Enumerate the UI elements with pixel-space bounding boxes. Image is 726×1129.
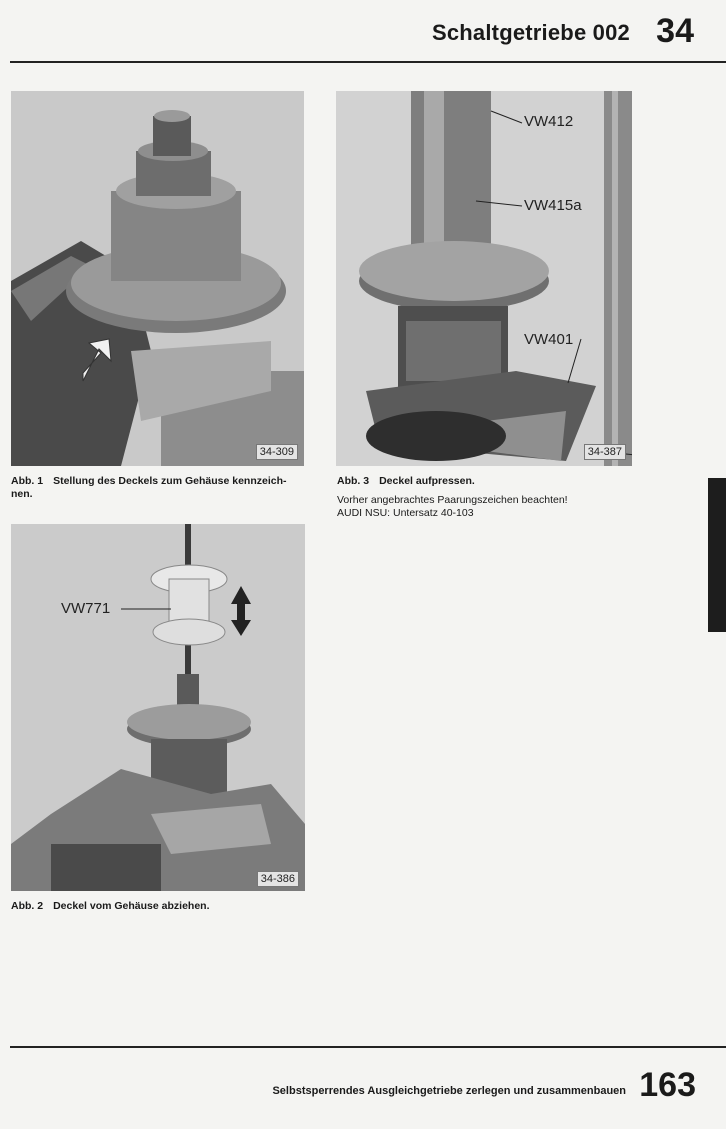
figure-3-caption-text: Deckel aufpressen. — [379, 475, 475, 487]
figure-3-note-line-1: Vorher angebrachtes Paarungszeichen beachten! — [337, 494, 568, 506]
figure-3-label: Abb. 3 — [337, 475, 370, 487]
figure-3-caption — [337, 475, 637, 488]
figure-2-caption-text: Deckel vom Gehäuse abziehen. — [53, 900, 210, 912]
figure-2-number: 34-386 — [257, 871, 299, 887]
tool-label-vw412: VW412 — [524, 113, 574, 130]
tool-label-vw401: VW401 — [524, 331, 574, 348]
chapter-thumb-tab — [708, 478, 726, 632]
footer-section-text: Selbstsperrendes Ausgleichgetriebe zerlegen und zusammenbauen — [272, 1085, 626, 1097]
tool-label-vw771: VW771 — [61, 600, 111, 617]
figure-1-number: 34-309 — [256, 444, 298, 460]
figure-1-photo — [11, 91, 304, 466]
figure-1-caption — [11, 475, 311, 501]
figure-2-caption — [11, 900, 311, 913]
figure-3-note — [337, 494, 657, 520]
chapter-number: 34 — [656, 12, 694, 50]
figure-2-photo — [11, 524, 305, 891]
figure-1-caption-cont: nen. — [11, 488, 33, 500]
tool-label-vw415a: VW415a — [524, 197, 582, 214]
figure-3-photo — [336, 91, 632, 466]
figure-3-number: 34-387 — [584, 444, 626, 460]
header-rule — [10, 61, 726, 63]
figure-1-caption-text: Stellung des Deckels zum Gehäuse kennzeich- — [53, 475, 287, 487]
footer-rule — [10, 1046, 726, 1048]
section-title: Schaltgetriebe 002 — [431, 20, 630, 45]
page-number: 163 — [639, 1066, 696, 1104]
figure-3-note-line-2: AUDI NSU: Untersatz 40-103 — [337, 507, 474, 519]
figure-1-label: Abb. 1 — [11, 475, 44, 487]
figure-2-label: Abb. 2 — [11, 900, 44, 912]
